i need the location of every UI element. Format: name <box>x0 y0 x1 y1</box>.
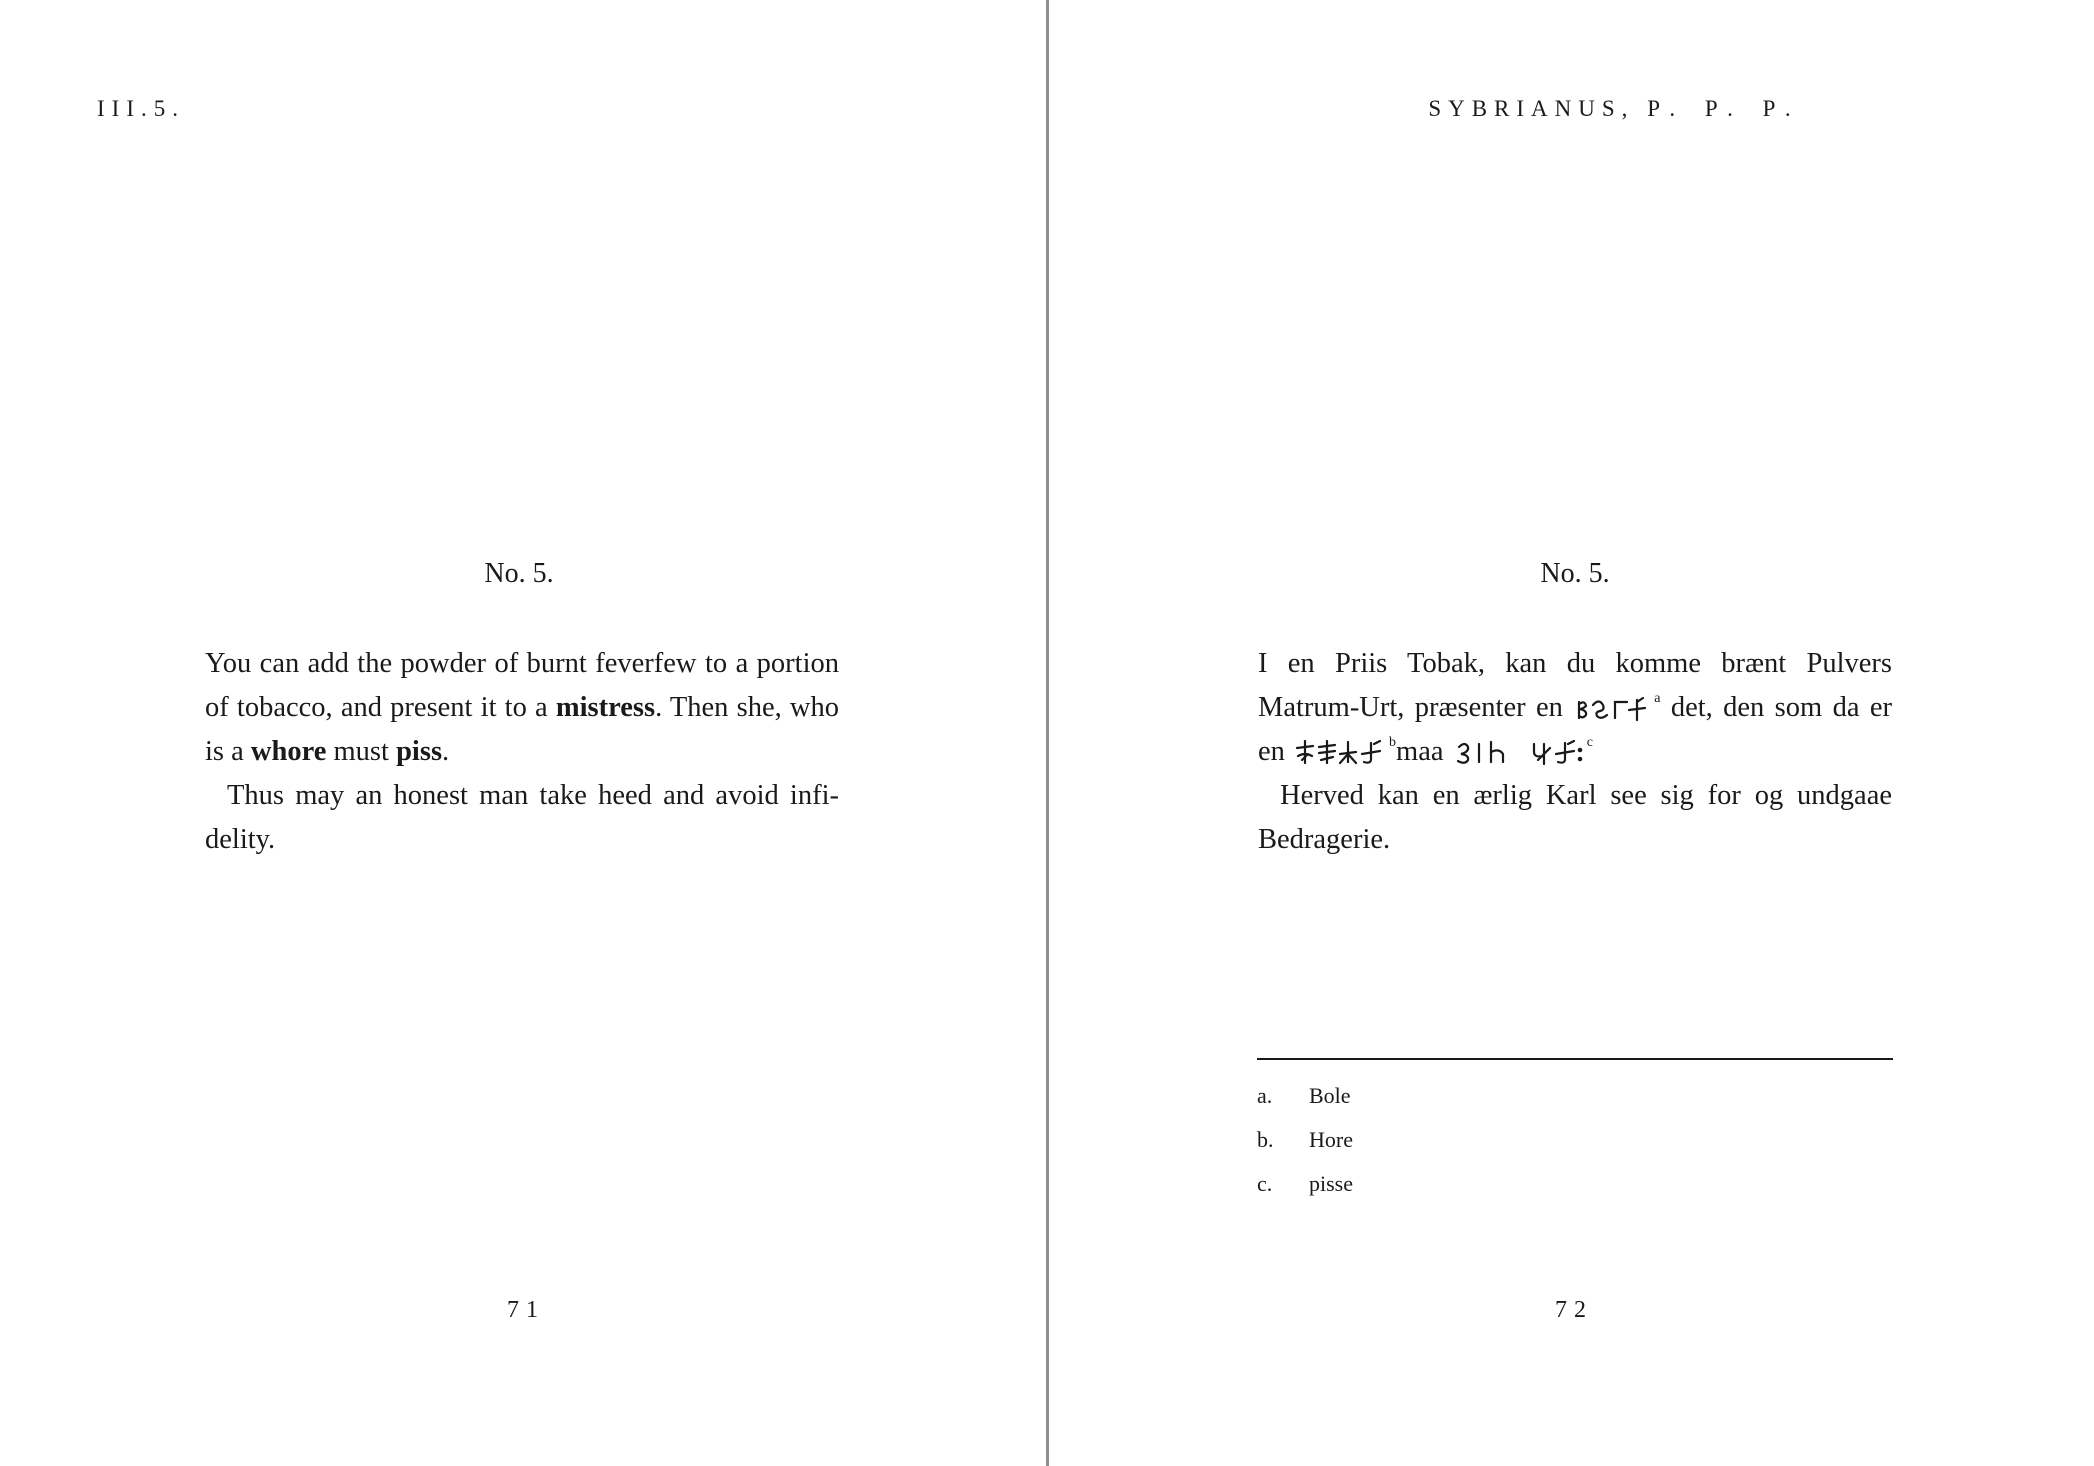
footnote-label: c. <box>1257 1171 1273 1196</box>
footnote <box>1257 1162 1893 1206</box>
body-text <box>205 642 839 862</box>
page-number: 71 <box>507 1297 545 1323</box>
text-run: . <box>442 736 450 767</box>
section-title: No. 5. <box>484 558 554 589</box>
cipher-hore-icon <box>1294 738 1386 766</box>
cipher-piss-icon <box>1453 738 1519 766</box>
footnote-rule <box>1257 1058 1893 1060</box>
bold-word: piss <box>396 736 443 767</box>
section-title: No. 5. <box>1540 558 1610 589</box>
footnote-text: Hore <box>1309 1127 1353 1152</box>
right-page <box>1049 0 2094 1466</box>
text-run: maa <box>1396 736 1444 767</box>
text-run: . Then she, who is a <box>205 692 839 767</box>
text-run: I en Priis Tobak, kan du komme brænt Pulvers Matrum-Urt, præsenter en <box>1258 648 1892 723</box>
text-run: must <box>326 736 397 767</box>
footnote-marker: c <box>1586 735 1593 750</box>
bold-word: mistress <box>555 692 656 723</box>
running-head-name: SYBRIANUS, <box>1428 96 1635 121</box>
running-head: III.5. <box>97 96 185 121</box>
footnote-marker: a <box>1654 691 1661 706</box>
footnote-text: Bole <box>1309 1083 1351 1108</box>
text-run: det, den som da er en <box>1258 692 1892 767</box>
footnote <box>1257 1074 1893 1118</box>
cipher-bole-icon <box>1575 694 1651 722</box>
running-head <box>1049 96 2094 122</box>
footnote-label: a. <box>1257 1083 1273 1108</box>
paragraph: Thus may an honest man take heed and avoid infi-delity. <box>205 780 839 855</box>
footnote-label: b. <box>1257 1127 1274 1152</box>
body-text <box>1258 642 1892 862</box>
paragraph: Herved kan en ærlig Karl see sig for og undgaae Bedragerie. <box>1258 780 1892 855</box>
cipher-se-icon <box>1530 738 1584 766</box>
footnotes <box>1257 1074 1893 1206</box>
running-head-initials: P. P. P. <box>1647 96 1803 121</box>
paragraph <box>205 642 839 774</box>
footnote <box>1257 1118 1893 1162</box>
page-number: 72 <box>1555 1297 1593 1323</box>
left-page <box>0 0 1046 1466</box>
bold-word: whore <box>250 736 327 767</box>
footnote-text: pisse <box>1309 1171 1353 1196</box>
footnote-marker: b <box>1389 735 1397 750</box>
text-run: You can add the powder of burnt feverfew to a portion of tobacco, and present it to a <box>205 648 839 723</box>
paragraph <box>1258 642 1892 774</box>
